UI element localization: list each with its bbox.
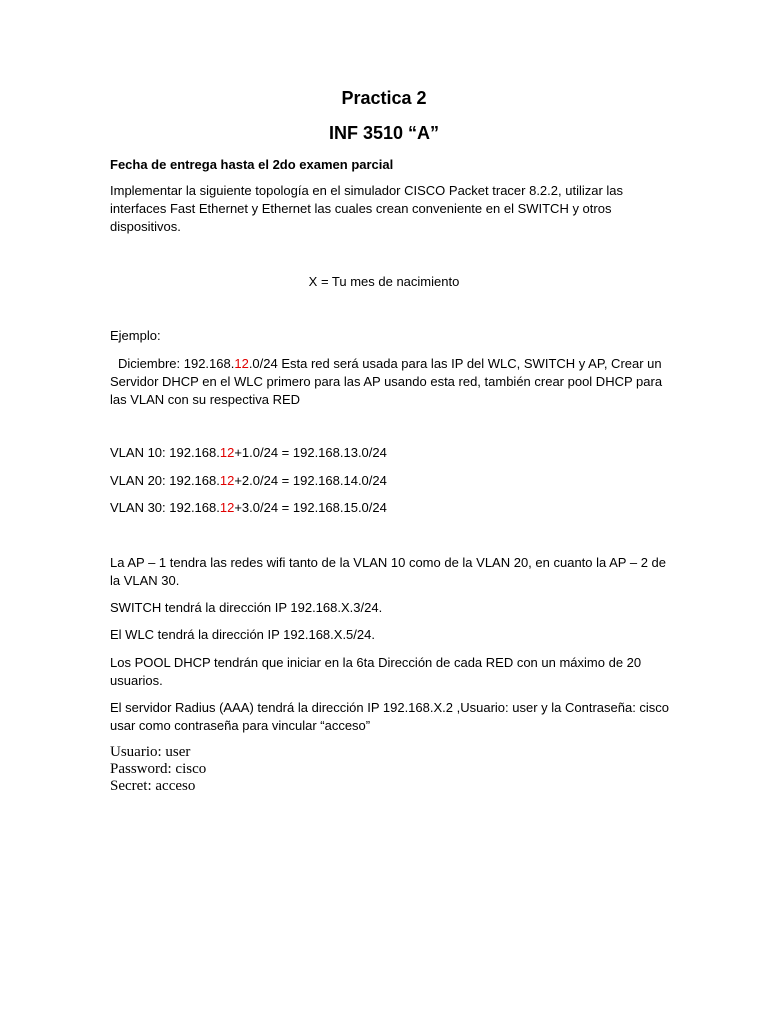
x-definition: X = Tu mes de nacimiento — [308, 274, 460, 289]
example-suffix: .0/24 Esta red será usada para las IP del WLC, SWITCH y AP, Crear un — [248, 356, 662, 371]
example-line-1 — [118, 355, 662, 373]
vlan-10-line — [110, 444, 387, 462]
example-highlight: 12 — [234, 356, 249, 371]
vlan-prefix: VLAN 10: 192.168. — [110, 445, 220, 460]
pool-line-1: Los POOL DHCP tendrán que iniciar en la 6ta Dirección de cada RED con un máximo de 20 — [110, 655, 642, 670]
deadline-text: Fecha de entrega hasta el 2do examen parcial — [110, 157, 394, 172]
vlan-suffix: +1.0/24 = 192.168.13.0/24 — [234, 445, 387, 460]
vlan-suffix: +2.0/24 = 192.168.14.0/24 — [234, 473, 387, 488]
vlan-highlight: 12 — [219, 500, 235, 515]
example-label: Ejemplo: — [110, 328, 161, 343]
vlan-20-line — [110, 472, 387, 490]
vlan-highlight: 12 — [219, 445, 235, 460]
example-line-3: las VLAN con su respectiva RED — [110, 392, 301, 407]
document-title: Practica 2 — [341, 88, 427, 108]
intro-line-1: Implementar la siguiente topología en el simulador CISCO Packet tracer 8.2.2, utilizar las — [110, 183, 624, 198]
credential-password: Password: cisco — [110, 761, 207, 777]
pool-line-2: usuarios. — [110, 673, 163, 688]
radius-line-2: usar como contraseña para vincular “acceso” — [110, 718, 371, 733]
ap-line-1: La AP – 1 tendra las redes wifi tanto de la VLAN 10 como de la VLAN 20, en cuanto la AP – 2 de — [110, 555, 666, 570]
vlan-highlight: 12 — [219, 473, 235, 488]
example-prefix: Diciembre: 192.168. — [118, 356, 235, 371]
vlan-30-line — [110, 499, 387, 517]
radius-line-1: El servidor Radius (AAA) tendrá la dirección IP 192.168.X.2 ,Usuario: user y la Contraseña: cisco — [110, 700, 670, 715]
example-line-2: Servidor DHCP en el WLC primero para las AP usando esta red, también crear pool DHCP para — [110, 374, 663, 389]
document-subtitle: INF 3510 “A” — [328, 123, 440, 143]
ap-line-2: la VLAN 30. — [110, 573, 180, 588]
credential-user: Usuario: user — [110, 744, 191, 760]
vlan-prefix: VLAN 30: 192.168. — [110, 500, 220, 515]
intro-line-2: interfaces Fast Ethernet y Ethernet las cuales crean conveniente en el SWITCH y otros — [110, 201, 612, 216]
wlc-line: El WLC tendrá la dirección IP 192.168.X.5/24. — [110, 627, 375, 642]
intro-line-3: dispositivos. — [110, 219, 181, 234]
vlan-prefix: VLAN 20: 192.168. — [110, 473, 220, 488]
credential-secret: Secret: acceso — [110, 778, 196, 794]
switch-line: SWITCH tendrá la dirección IP 192.168.X.3/24. — [110, 600, 383, 615]
vlan-suffix: +3.0/24 = 192.168.15.0/24 — [234, 500, 387, 515]
